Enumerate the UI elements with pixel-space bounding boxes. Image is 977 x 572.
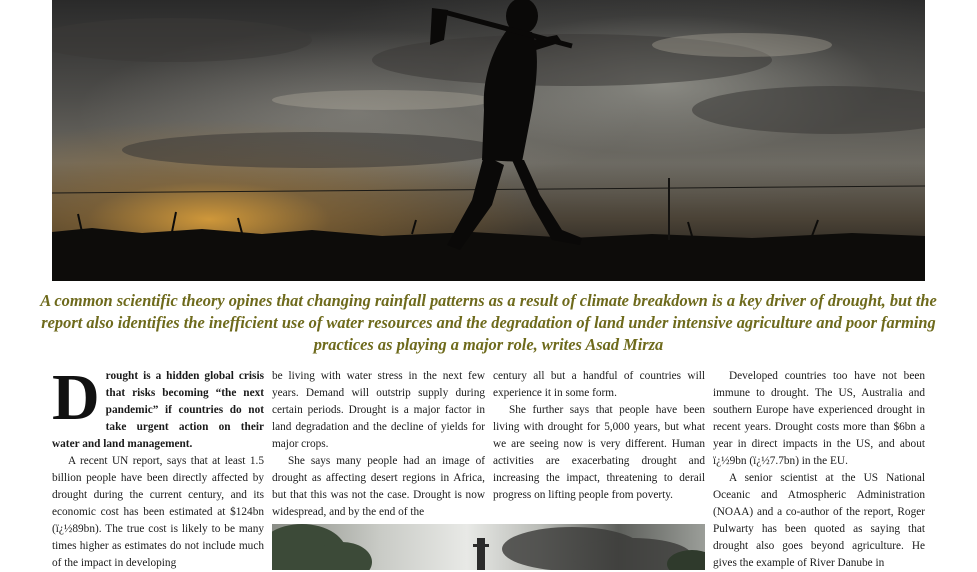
hero-photo bbox=[52, 0, 925, 281]
article-paragraph: Developed countries too have not been immune to drought. The US, Australia and southern Europe have experienced drought in recent years. Drought costs more than $6bn a year in direct impacts in the US, and about ï¿½9bn (ï¿½7.7bn) in the EU. bbox=[713, 370, 925, 467]
dropcap: D bbox=[52, 361, 100, 434]
article-paragraph: She says many people had an image of drought as affecting desert regions in Africa, but that this was not the case. Drought is now widespread, and by the end of the bbox=[272, 455, 485, 518]
article-column-2 bbox=[272, 368, 485, 521]
article-paragraph: She further says that people have been living with drought for 5,000 years, but what we are seeing now is very different. Human activities are exacerbating drought and increasing the impact, threatening to derail progress on lifting people from poverty. bbox=[493, 404, 705, 501]
article-column-3 bbox=[493, 368, 705, 504]
article-paragraph: be living with water stress in the next few years. Demand will outstrip supply during certain periods. Drought is a major factor in land degradation and the decline of yields for major crops. bbox=[272, 370, 485, 450]
farmer-silhouette-image bbox=[52, 0, 925, 281]
article-paragraph: century all but a handful of countries will experience it in some form. bbox=[493, 370, 705, 399]
article-lead: rought is a hidden global crisis that risks becoming “the next pandemic” if countries do not take urgent action on their water and land management. bbox=[52, 370, 264, 450]
article-paragraph: A recent UN report, says that at least 1.5 billion people have been directly affected by drought during the current century, and its economic cost has been estimated at $124bn (ï¿½89bn). The true cost is likely to be many times higher as estimates do not include much of the impact in developing bbox=[52, 455, 264, 569]
photo-caption: A common scientific theory opines that changing rainfall patterns as a result of climate breakdown is a key driver of drought, but the report also identifies the inefficient use of water resources and the degradation of land under intensive agriculture and poor farming practices as playing a major role, writes Asad Mirza bbox=[40, 291, 937, 354]
article-paragraph: A senior scientist at the US National Oceanic and Atmospheric Administration (NOAA) and a co-author of the report, Roger Pulwarty has been quoted as saying that drought also goes beyond agriculture. He gives the example of River Danube in bbox=[713, 472, 925, 569]
industrial-smoke-image bbox=[272, 524, 705, 570]
article-column-4 bbox=[713, 368, 925, 572]
article-column-1 bbox=[52, 361, 264, 572]
inline-photo bbox=[272, 524, 705, 570]
